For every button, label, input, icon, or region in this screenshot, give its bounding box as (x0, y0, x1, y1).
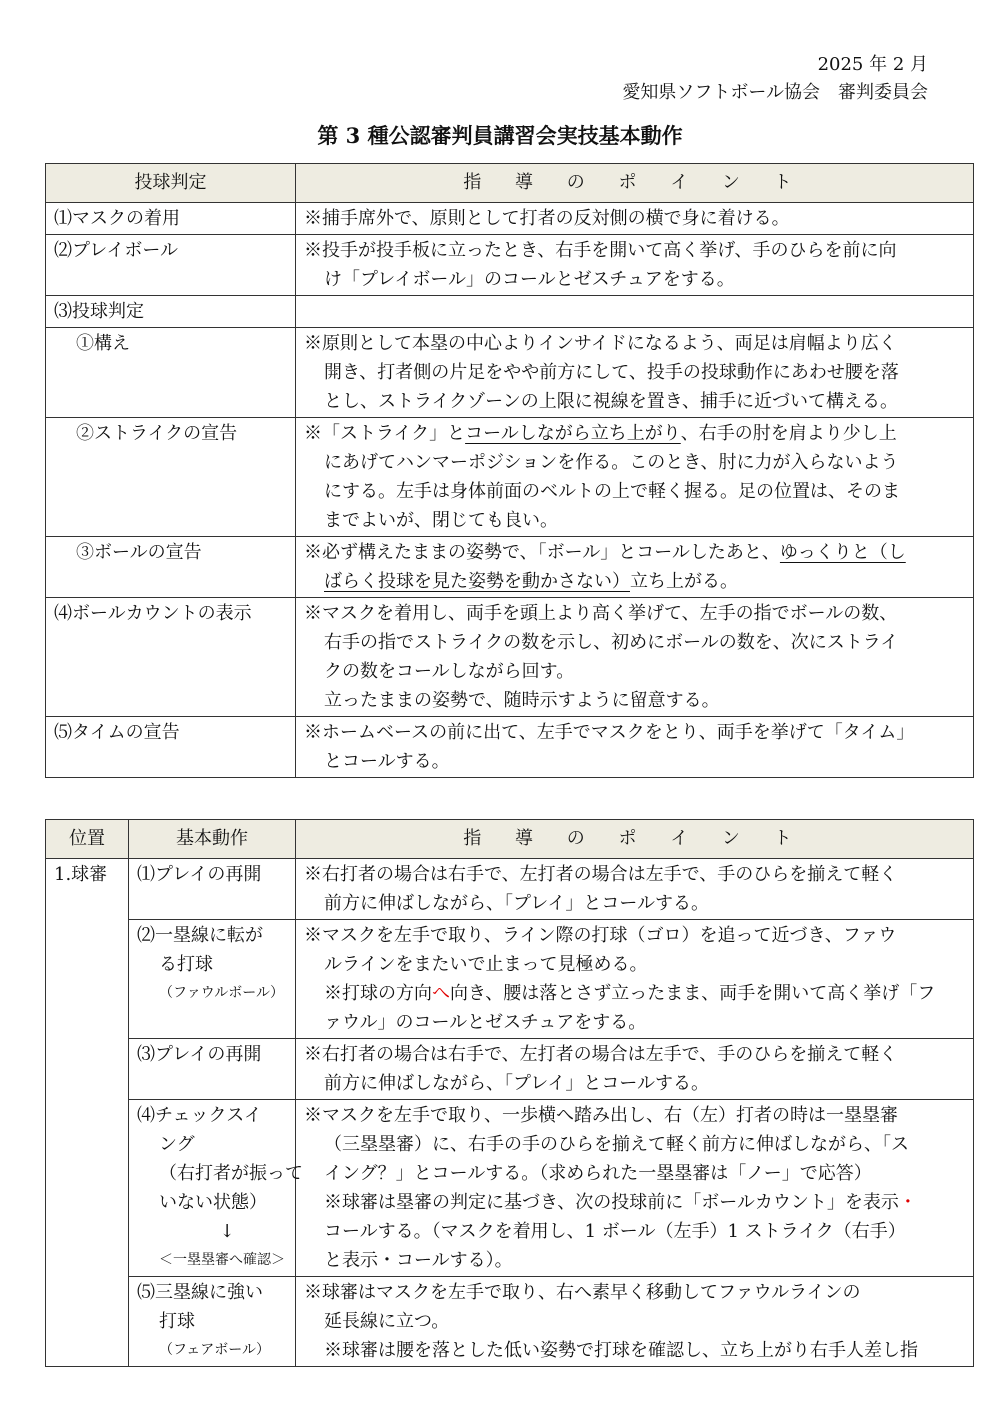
text-line: ②ストライクの宣告 (76, 423, 238, 444)
guidance-cell (296, 717, 974, 778)
action-cell (129, 920, 296, 1039)
action-cell (129, 859, 296, 920)
item-cell (46, 235, 296, 296)
text-line: （三塁塁審）に、右手の手のひらを揃えて軽く前方に伸ばしながら、「ス (324, 1134, 909, 1155)
text-line: ※マスクを着用し、両手を頭上より高く挙げて、左手の指でボールの数、 (304, 603, 898, 624)
table-row (46, 296, 974, 328)
text-line: ⑵一塁線に転が (137, 925, 263, 946)
pitch-judgement-table (45, 163, 974, 778)
text-line: ※マスクを左手で取り、一歩横へ踏み出し、右（左）打者の時は一塁塁審 (304, 1105, 898, 1126)
guidance-cell (296, 235, 974, 296)
item-cell (46, 418, 296, 537)
organization-name: 愛知県ソフトボール協会 審判委員会 (622, 82, 928, 103)
red-mark: へ (432, 983, 450, 1004)
basic-actions-table (45, 819, 974, 1367)
text-line: ＜一塁塁審へ確認＞ (159, 1252, 285, 1268)
text-line: ⑷チェックスイ (137, 1105, 262, 1126)
position-cell: 1.球審 (46, 859, 129, 1367)
text-line: いない状態） (159, 1192, 267, 1213)
text-line: ※捕手席外で、原則として打者の反対側の横で身に着ける。 (304, 208, 790, 229)
header-position: 位置 (46, 820, 129, 859)
underlined-text: ばらく投球を見た姿勢を動かさない） (324, 571, 630, 592)
text-line: とコールする。 (324, 751, 450, 772)
guidance-cell (296, 296, 974, 328)
table-row (46, 859, 974, 920)
text-line: とし、ストライクゾーンの上限に視線を置き、捕手に近づいて構える。 (324, 391, 899, 412)
text-segment: ※「ストライク」と (304, 423, 466, 444)
underlined-text: ゆっくりと（し (779, 542, 906, 563)
document-date: 2025 年 2 月 (817, 54, 928, 75)
text-line: 延長線に立つ。 (324, 1311, 450, 1332)
text-line: ⑷ボールカウントの表示 (54, 603, 252, 624)
item-cell (46, 717, 296, 778)
guidance-cell (296, 598, 974, 717)
table-row (46, 598, 974, 717)
text-line: 前方に伸ばしながら、「プレイ」とコールする。 (324, 1073, 710, 1094)
text-line: にする。左手は身体前面のベルトの上で軽く握る。足の位置は、そのま (324, 481, 900, 502)
text-line: （右打者が振って (159, 1163, 303, 1184)
text-line: ※原則として本塁の中心よりインサイドになるよう、両足は肩幅より広く (304, 333, 897, 354)
text-line: ※球審はマスクを左手で取り、右へ素早く移動してファウルラインの (304, 1282, 861, 1303)
red-mark: ・ (898, 1192, 917, 1213)
guidance-cell (296, 859, 974, 920)
text-line: ③ボールの宣告 (76, 542, 202, 563)
table-row (46, 203, 974, 235)
text-line: イング？」とコールする。（求められた一塁塁審は「ノー」で応答） (324, 1163, 872, 1184)
text-line: け「プレイボール」のコールとゼスチュアをする。 (324, 269, 735, 290)
text-line: クの数をコールしながら回す。 (324, 661, 575, 682)
action-cell (129, 1277, 296, 1367)
guidance-cell (296, 920, 974, 1039)
text-line (304, 979, 973, 1008)
text-line: ※投手が投手板に立ったとき、右手を開いて高く挙げ、手のひらを前に向 (304, 240, 897, 261)
guidance-cell (296, 203, 974, 235)
text-line: ァウル」のコールとゼスチュアをする。 (324, 1012, 647, 1033)
text-line: （フェアボール） (159, 1342, 271, 1358)
action-cell (129, 1039, 296, 1100)
item-cell (46, 537, 296, 598)
table-row (46, 1277, 974, 1367)
header-guidance-points: 指 導 の ポ イ ン ト (296, 164, 974, 203)
text-segment: ※球審は塁審の判定に基づき、次の投球前に「ボールカウント」を表示 (324, 1192, 899, 1213)
text-line: ルラインをまたいで止まって見極める。 (324, 954, 648, 975)
guidance-cell (296, 418, 974, 537)
text-line (304, 419, 973, 448)
guidance-cell (296, 1100, 974, 1277)
text-line (304, 567, 973, 596)
table-row (46, 717, 974, 778)
guidance-cell (296, 537, 974, 598)
text-line: ※球審は腰を落とした低い姿勢で打球を確認し、立ち上がり右手人差し指 (324, 1340, 918, 1361)
table-header-row (46, 164, 974, 203)
text-line: 打球 (159, 1311, 195, 1332)
text-line: にあげてハンマーポジションを作る。このとき、肘に力が入らないよう (324, 452, 899, 473)
document-title: 第 3 種公認審判員講習会実技基本動作 (317, 123, 683, 148)
table-row (46, 418, 974, 537)
header-pitch-judgement: 投球判定 (46, 164, 296, 203)
guidance-cell (296, 328, 974, 418)
text-line: ※マスクを左手で取り、ライン際の打球（ゴロ）を追って近づき、ファウ (304, 925, 897, 946)
text-line: 右手の指でストライクの数を示し、初めにボールの数を、次にストライ (324, 632, 899, 653)
table-row (46, 328, 974, 418)
text-line: ↓ (219, 1221, 235, 1242)
table-header-row (46, 820, 974, 859)
text-line: コールする。（マスクを着用し、1 ボール（左手）1 ストライク（右手） (324, 1221, 906, 1242)
guidance-cell (296, 1277, 974, 1367)
text-line: る打球 (159, 954, 213, 975)
text-line: 前方に伸ばしながら、「プレイ」とコールする。 (324, 893, 710, 914)
text-segment: 向き、腰は落とさず立ったまま、両手を開いて高く挙げ「フ (450, 983, 936, 1004)
text-line: ング (159, 1134, 195, 1155)
guidance-cell (296, 1039, 974, 1100)
text-segment: ※打球の方向 (324, 983, 432, 1004)
text-line: ⑸三塁線に強い (137, 1282, 263, 1303)
text-line: ※ホームベースの前に出て、左手でマスクをとり、両手を挙げて「タイム」 (304, 722, 915, 743)
action-cell (129, 1100, 303, 1277)
underlined-text: コールしながら立ち上がり (465, 423, 681, 444)
table-row (46, 1039, 974, 1100)
text-line: ①構え (76, 333, 130, 354)
text-segment: ※必ず構えたままの姿勢で、「ボール」とコールしたあと、 (304, 542, 780, 563)
text-line (304, 538, 973, 567)
text-line: ⑶投球判定 (54, 301, 144, 322)
text-line: と表示・コールする）。 (324, 1250, 513, 1271)
table-row (46, 537, 974, 598)
text-line: 立ったままの姿勢で、随時示すように留意する。 (324, 690, 720, 711)
text-line: ⑸タイムの宣告 (54, 722, 180, 743)
text-line: までよいが、閉じても良い。 (324, 510, 558, 531)
header-guidance-points: 指 導 の ポ イ ン ト (296, 820, 974, 859)
text-line: （ファウルボール） (159, 985, 285, 1001)
text-line: ⑴マスクの着用 (54, 208, 180, 229)
text-line: ※右打者の場合は右手で、左打者の場合は左手で、手のひらを揃えて軽く (304, 864, 898, 885)
text-line: ⑵プレイボール (54, 240, 179, 261)
item-cell (46, 598, 296, 717)
text-line: ⑶プレイの再開 (137, 1044, 262, 1065)
text-segment: 立ち上がる。 (630, 571, 738, 592)
table-row (46, 1100, 974, 1277)
text-line: ※右打者の場合は右手で、左打者の場合は左手で、手のひらを揃えて軽く (304, 1044, 898, 1065)
text-line: ⑴プレイの再開 (137, 864, 262, 885)
text-line (304, 1188, 973, 1217)
item-cell (46, 328, 296, 418)
header-basic-action: 基本動作 (129, 820, 296, 859)
text-segment: 、右手の肘を肩より少し上 (680, 423, 897, 444)
item-cell (46, 296, 296, 328)
text-line: 開き、打者側の片足をやや前方にして、投手の投球動作にあわせ腰を落 (324, 362, 899, 383)
item-cell (46, 203, 296, 235)
table-row (46, 920, 974, 1039)
table-row (46, 235, 974, 296)
